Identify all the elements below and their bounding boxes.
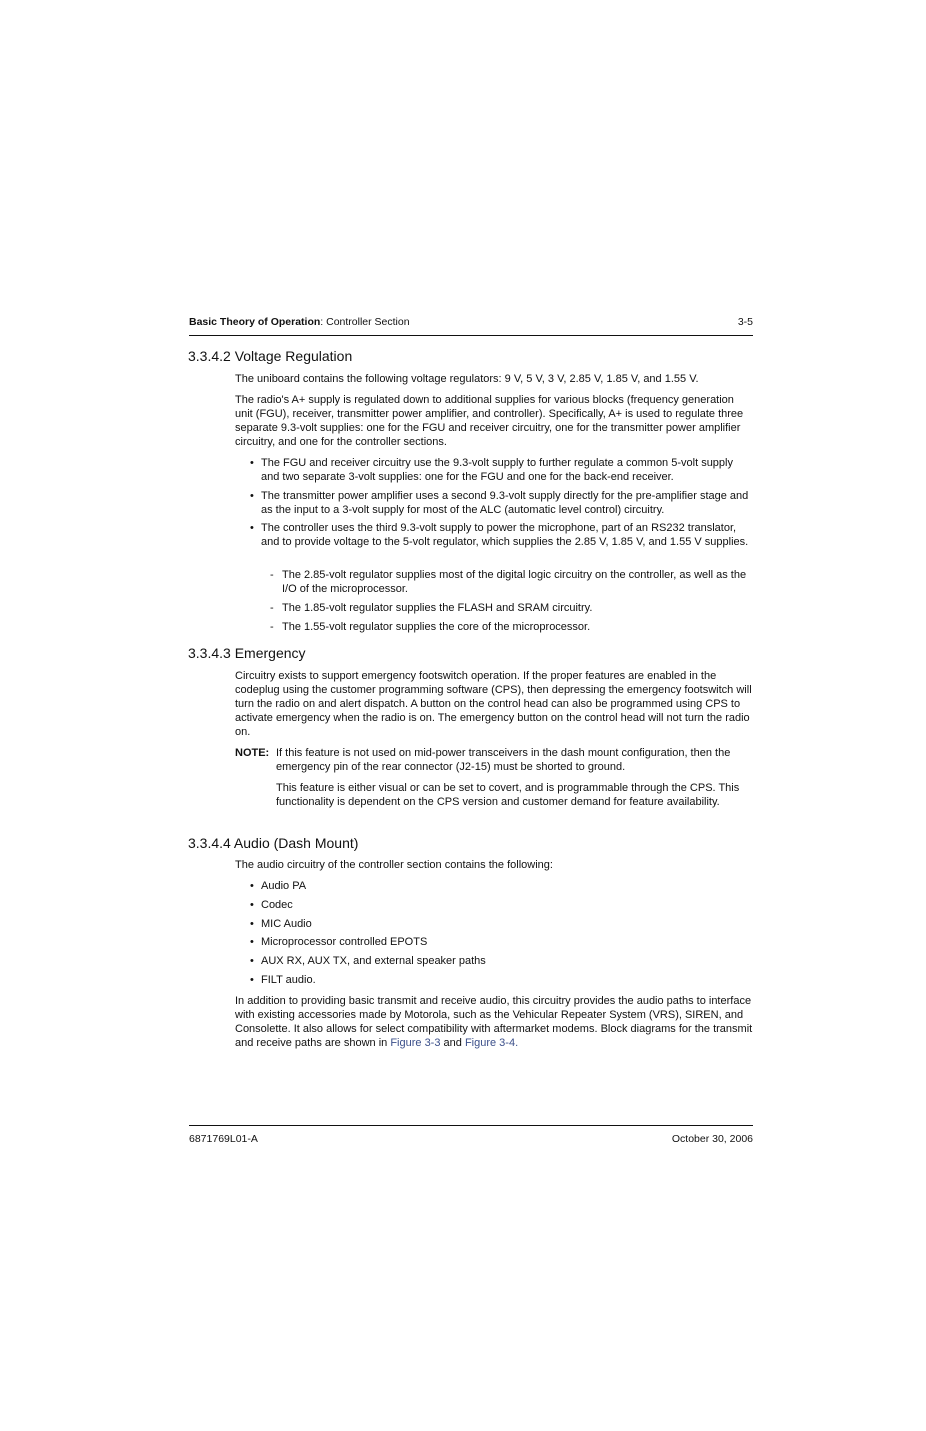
- bullet-glyph: •: [250, 918, 254, 930]
- voltage-paragraph-2: The radio's A+ supply is regulated down to additional supplies for various blocks (frequency generation unit (FGU), receiver, transmitter power amplifier, and controller). Specifically, A+ is used to regulate three separate 9.3-volt supplies: one for the FGU and receiver circuitry, one for the transmitter power amplifier circuitry, and one for the controller sections.: [235, 394, 744, 449]
- voltage-bullet-text: The FGU and receiver circuitry use the 9.3-volt supply to further regulate a common 5-volt supply and two separate 3-volt supplies: one for the FGU and one for the back-end receiver.: [261, 457, 733, 484]
- bullet-glyph: •: [250, 955, 254, 967]
- audio-and-text: and: [440, 1037, 465, 1050]
- note-paragraph-2: This feature is either visual or can be set to covert, and is programmable through the CPS. This functionality is dependent on the CPS version and customer demand for feature availability.: [276, 782, 740, 809]
- figure-3-4-link[interactable]: Figure 3-4.: [464, 1037, 519, 1050]
- bullet-glyph: •: [250, 490, 254, 502]
- bullet-glyph: •: [250, 880, 254, 892]
- audio-closing-text: In addition to providing basic transmit and receive audio, this circuitry provides the audio paths to interface with existing accessories made by Motorola, such as the Vehicular Repeater System (VRS), SIREN, and Consolette. It also allows for select compatibility with aftermarket modems. Block diagrams for the transmit and receive paths are shown in: [235, 995, 753, 1050]
- bullet-glyph: •: [250, 522, 254, 534]
- note-label: NOTE:: [235, 747, 270, 759]
- header-rule: [189, 335, 753, 336]
- voltage-subbullet-text: The 1.55-volt regulator supplies the core of the microprocessor.: [282, 621, 591, 633]
- voltage-bullet-text: The transmitter power amplifier uses a second 9.3-volt supply directly for the pre-amplifier stage and as the input to a 3-volt supply for most of the ALC (automatic level control) circuitry.: [261, 490, 749, 517]
- header-section-title: [189, 316, 410, 328]
- figure-3-3-link[interactable]: Figure 3-3: [390, 1037, 441, 1050]
- heading-voltage-regulation: 3.3.4.2 Voltage Regulation: [188, 348, 353, 364]
- audio-bullet-text: FILT audio.: [261, 974, 316, 986]
- footer-doc-number: 6871769L01-A: [189, 1133, 258, 1145]
- header-section-bold: Basic Theory of Operation: [189, 316, 321, 328]
- dash-glyph: -: [270, 569, 274, 581]
- dash-glyph: -: [270, 602, 274, 614]
- voltage-paragraph-1: The uniboard contains the following voltage regulators: 9 V, 5 V, 3 V, 2.85 V, 1.85 V, and 1.55 V.: [235, 373, 699, 385]
- audio-bullet-text: MIC Audio: [261, 918, 312, 930]
- audio-bullet-text: Audio PA: [261, 880, 307, 892]
- bullet-glyph: •: [250, 899, 254, 911]
- audio-bullet-text: Codec: [261, 899, 293, 911]
- bullet-glyph: •: [250, 936, 254, 948]
- voltage-subbullet-text: The 2.85-volt regulator supplies most of the digital logic circuitry on the controller, as well as the I/O of the microprocessor.: [282, 569, 747, 596]
- footer-rule: [189, 1125, 753, 1126]
- header-page-number: 3-5: [737, 316, 753, 328]
- emergency-paragraph: Circuitry exists to support emergency footswitch operation. If the proper features are enabled in the codeplug using the customer programming software (CPS), then depressing the emergency footswitch will turn the radio on and alert dispatch. A button on the control head can also be programmed using CPS to activate emergency when the radio is on. The emergency button on the control head will not turn the radio on.: [235, 670, 752, 739]
- running-footer: [189, 1133, 753, 1149]
- audio-closing-paragraph: [235, 994, 753, 1050]
- bullet-glyph: •: [250, 974, 254, 986]
- footer-date: October 30, 2006: [671, 1133, 753, 1145]
- heading-audio-dash-mount: 3.3.4.4 Audio (Dash Mount): [188, 835, 359, 851]
- voltage-subbullet-text: The 1.85-volt regulator supplies the FLASH and SRAM circuitry.: [282, 602, 593, 614]
- audio-bullet-text: Microprocessor controlled EPOTS: [261, 936, 428, 948]
- note-paragraph-1: If this feature is not used on mid-power transceivers in the dash mount configuration, then the emergency pin of the rear connector (J2-15) must be shorted to ground.: [276, 747, 731, 774]
- audio-bullet-text: AUX RX, AUX TX, and external speaker paths: [261, 955, 486, 967]
- heading-emergency: 3.3.4.3 Emergency: [188, 645, 306, 661]
- dash-glyph: -: [270, 621, 274, 633]
- header-section-rest: : Controller Section: [320, 316, 410, 328]
- bullet-glyph: •: [250, 457, 254, 469]
- audio-intro: The audio circuitry of the controller section contains the following:: [235, 859, 553, 871]
- running-header: [189, 316, 753, 332]
- voltage-bullet-text: The controller uses the third 9.3-volt supply to power the microphone, part of an RS232 translator, and to provide voltage to the 5-volt regulator, which supplies the 2.85 V, 1.85 V, and 1.55 V supplies.: [261, 522, 749, 549]
